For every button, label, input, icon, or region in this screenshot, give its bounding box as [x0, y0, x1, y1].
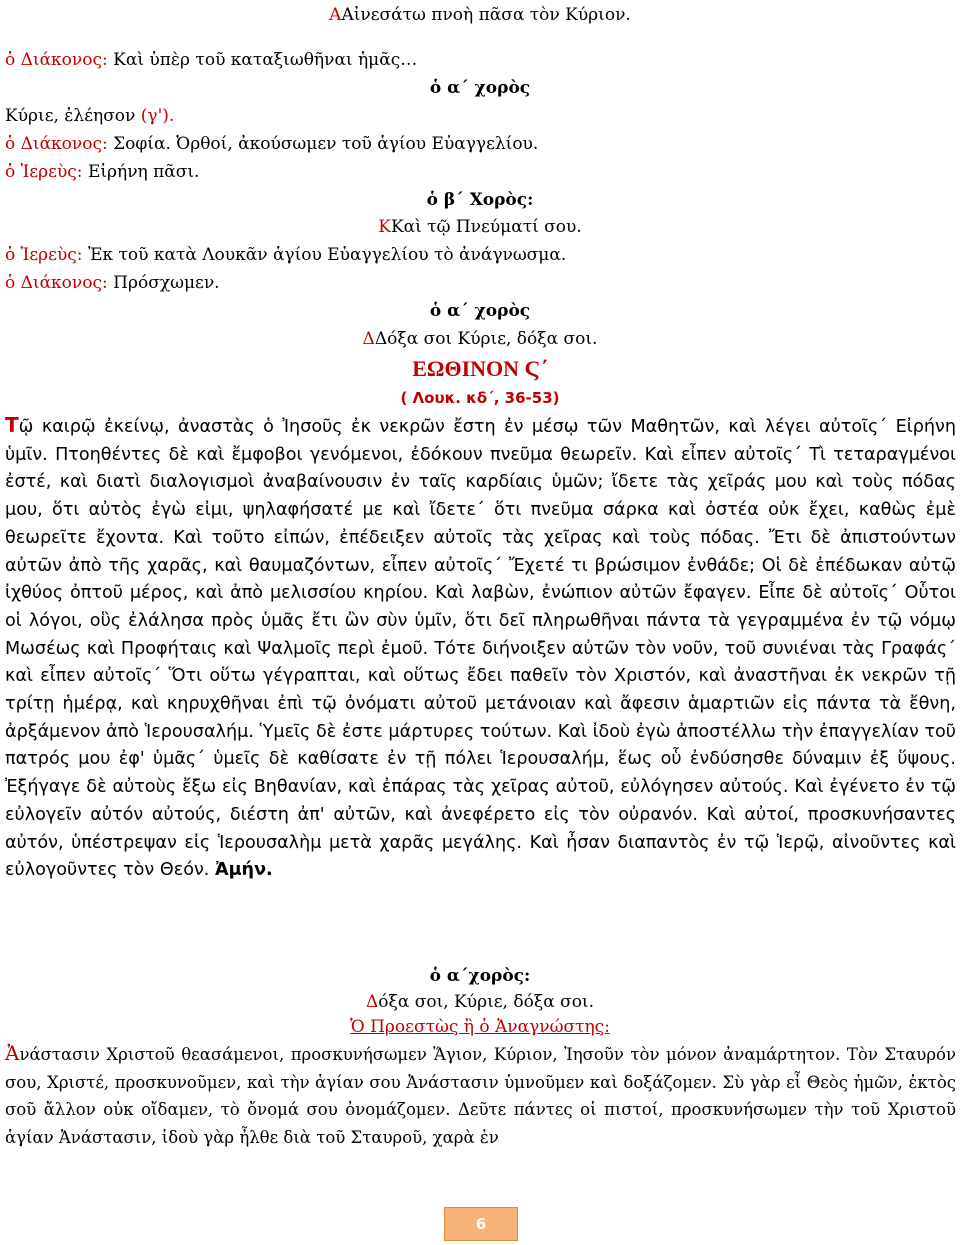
choir-b-response-text: Καὶ τῷ Πνεύματί σου. — [390, 217, 582, 237]
gospel-text-block — [5, 412, 956, 885]
deacon-petition-text: Καὶ ὑπὲρ τοῦ καταξιωθῆναι ἡμᾶς… — [107, 50, 418, 70]
choir-a-label-2: ὁ α΄ χορὸς — [429, 301, 531, 321]
priest-reading-text: Ἐκ τοῦ κατὰ Λουκᾶν ἁγίου Εὐαγγελίου τὸ ἀνάγνωσμα. — [82, 245, 567, 265]
resurrection-hymn-block — [5, 1040, 956, 1152]
deacon-wisdom-text: Σοφία. Ὀρθοί, ἀκούσωμεν τοῦ ἁγίου Εὐαγγελίου. — [107, 134, 539, 154]
reader-label: Ὁ Προεστὼς ἢ ὁ Ἀναγνώστης: — [350, 1017, 610, 1037]
speaker-deacon: ὁ Διάκονος: — [5, 50, 108, 70]
doxology-text: Αἰνεσάτω πνοὴ πᾶσα τὸν Κύριον. — [341, 5, 631, 25]
choir-a-response-label: ὁ α΄χορὸς: — [429, 966, 531, 986]
gospel-dropcap: Τ — [5, 413, 19, 437]
deacon-attend-text: Πρόσχωμεν. — [107, 273, 220, 293]
glory-line — [0, 327, 960, 351]
glory-response-text: όξα σοι, Κύριε, δόξα σοι. — [378, 992, 594, 1012]
gospel-amen: Ἀμήν. — [214, 860, 273, 881]
gospel-text: ῷ καιρῷ ἐκείνῳ, ἀναστὰς ὁ Ἰησοῦς ἐκ νεκρῶν ἔστη ἐν μέσῳ τῶν Μαθητῶν, καὶ λέγει αὐτοῖς΄ Εἰρήνη ὑμῖν. Πτοηθέντες δὲ καὶ ἔμφοβοι γενόμενοι, ἐδόκουν πνεῦμα θεωρεῖν. Καὶ εἶπεν αὐτοῖς΄ Τὶ τεταραγμένοι ἐστέ, καὶ διατὶ διαλογισμοὶ ἀναβαίνουσιν ἐν ταῖς καρδίαις ὑμῶν; ἴδετε τὰς χεῖράς μου καὶ τοὺς πόδας μου, ὅτι αὐτὸς ἐγὼ εἰμι, ψηλαφήσατέ με καὶ ἴδετε΄ ὅτι πνεῦμα σάρκα καὶ ὀστέα οὐκ ἔχει, καθὼς ἐμὲ θεωρεῖτε ἔχοντα. Καὶ τοῦτο εἰπών, ἐπέδειξεν αὐτοῖς τὰς χεῖρας καὶ τοὺς πόδας. Ἔτι δὲ ἀπιστούντων αὐτῶν ἀπὸ τῆς χαρᾶς, καὶ θαυμαζόντων, εἶπεν αὐτοῖς΄ Ἔχετέ τι βρώσιμον ἐνθάδε; Οἱ δὲ ἐπέδωκαν αὐτῷ ἰχθύος ὀπτοῦ μέρος, καὶ ἀπὸ μελισσίου κηρίου. Καὶ λαβὼν, ἐνώπιον αὐτῶν ἔφαγεν. Εἶπε δὲ αὐτοῖς΄ Οὗτοι οἱ λόγοι, οὓς ἐλάλησα πρὸς ὑμᾶς ἔτι ὢν σὺν ὑμῖν, ὅτι δεῖ πληρωθῆναι πάντα τὰ γεγραμμένα ἐν τῷ νόμῳ Μωσέως καὶ Προφήταις καὶ Ψαλμοῖς περὶ ἐμοῦ. Τότε διήνοιξεν αὐτῶν τὸν νοῦν, τοῦ συνιέναι τὰς Γραφάς΄ καὶ εἶπεν αὐτοῖς΄ Ὅτι οὕτω γέγραπται, καὶ οὕτως ἔδει παθεῖν τὸν Χριστόν, καὶ ἀναστῆναι ἐκ νεκρῶν τῇ τρίτῃ ἡμέρᾳ, καὶ κηρυχθῆναι ἐπὶ τῷ ὀνόματι αὐτοῦ μετάνοιαν καὶ ἄφεσιν ἁμαρτιῶν εἰς πάντα τὰ ἔθνη, ἀρξάμενον ἀπὸ Ἱερουσαλήμ. Ὑμεῖς δὲ ἐστε μάρτυρες τούτων. Καὶ ἰδοὺ ἐγὼ ἀποστέλλω τὴν ἐπαγγελίαν τοῦ πατρός μου ἐφ' ὑμᾶς΄ ὑμεῖς δὲ καθίσατε ἐν τῇ πόλει Ἱερουσαλήμ, ἕως οὗ ἐνδύσησθε δύναμιν ἐξ ὕψους. Ἐξήγαγε δὲ αὐτοὺς ἔξω εἰς Βηθανίαν, καὶ ἐπάρας τὰς χεῖρας αὐτοῦ, εὐλόγησεν αὐτούς. Καὶ ἐγένετο ἐν τῷ εὐλογεῖν αὐτόν αὐτούς, διέστη ἀπ' αὐτῶν, καὶ ἀνεφέρετο εἰς τὸν οὐρανόν. Καὶ αὐτοί, προσκυνήσαντες αὐτόν, ὑπέστρεψαν εἰς Ἱερουσαλὴμ μετὰ χαρᾶς μεγάλης. Καὶ ἦσαν διαπαντὸς ἐν τῷ Ἱερῷ, αἰνοῦντες καὶ εὐλογοῦντες τὸν Θεόν. — [5, 417, 956, 881]
glory-response-line — [0, 990, 960, 1014]
kyrie-text: Κύριε, ἐλέησον — [5, 106, 141, 126]
page-number: 6 — [444, 1207, 518, 1241]
eothinon-title: ΕΩΘΙΝΟΝ Ϛ΄ — [412, 356, 548, 381]
doxology-line — [0, 3, 960, 27]
deacon-attend-line — [5, 271, 220, 295]
speaker-priest: ὁ Ἱερεὺς: — [5, 162, 83, 182]
choir-b-response — [0, 215, 960, 239]
choir-a-label: ὁ α΄ χορὸς — [429, 78, 531, 98]
response-initial: Κ — [378, 217, 391, 237]
deacon-wisdom-line — [5, 132, 538, 156]
kyrie-line — [5, 104, 174, 128]
glory-text: Δόξα σοι Κύριε, δόξα σοι. — [374, 329, 598, 349]
gospel-reference: ( Λουκ. κδ΄, 36-53) — [400, 389, 560, 407]
speaker-deacon: ὁ Διάκονος: — [5, 273, 108, 293]
speaker-priest: ὁ Ἱερεὺς: — [5, 245, 83, 265]
priest-reading-line — [5, 243, 566, 267]
choir-b-label: ὁ β΄ Χορὸς: — [426, 190, 534, 210]
doxology-initial: Α — [329, 5, 342, 25]
speaker-deacon: ὁ Διάκονος: — [5, 134, 108, 154]
hymn-dropcap: Ἀ — [5, 1041, 20, 1065]
glory-response-initial: Δ — [365, 992, 379, 1012]
hymn-text: νάστασιν Χριστοῦ θεασάμενοι, προσκυνήσωμεν Ἅγιον, Κύριον, Ἰησοῦν τὸν μόνον ἀναμάρτητον. Τὸν Σταυρόν σου, Χριστέ, προσκυνοῦμεν, καὶ τὴν ἁγίαν σου Ἀνάστασιν ὑμνοῦμεν καὶ δοξάζομεν. Σὺ γὰρ εἶ Θεὸς ἡμῶν, ἐκτὸς σοῦ ἄλλον οὐκ οἴδαμεν, τὸ ὄνομά σου ὀνομάζομεν. Δεῦτε πάντες οἱ πιστοί, προσκυνήσωμεν τὴν τοῦ Χριστοῦ ἁγίαν Ἀνάστασιν, ἰδοὺ γὰρ ἦλθε διὰ τοῦ Σταυροῦ, χαρὰ ἐν — [5, 1045, 956, 1148]
glory-initial: Δ — [362, 329, 375, 349]
deacon-petition-line — [5, 48, 417, 72]
kyrie-count: (γ'). — [140, 106, 175, 126]
priest-peace-text: Εἰρήνη πᾶσι. — [82, 162, 200, 182]
priest-peace-line — [5, 160, 199, 184]
